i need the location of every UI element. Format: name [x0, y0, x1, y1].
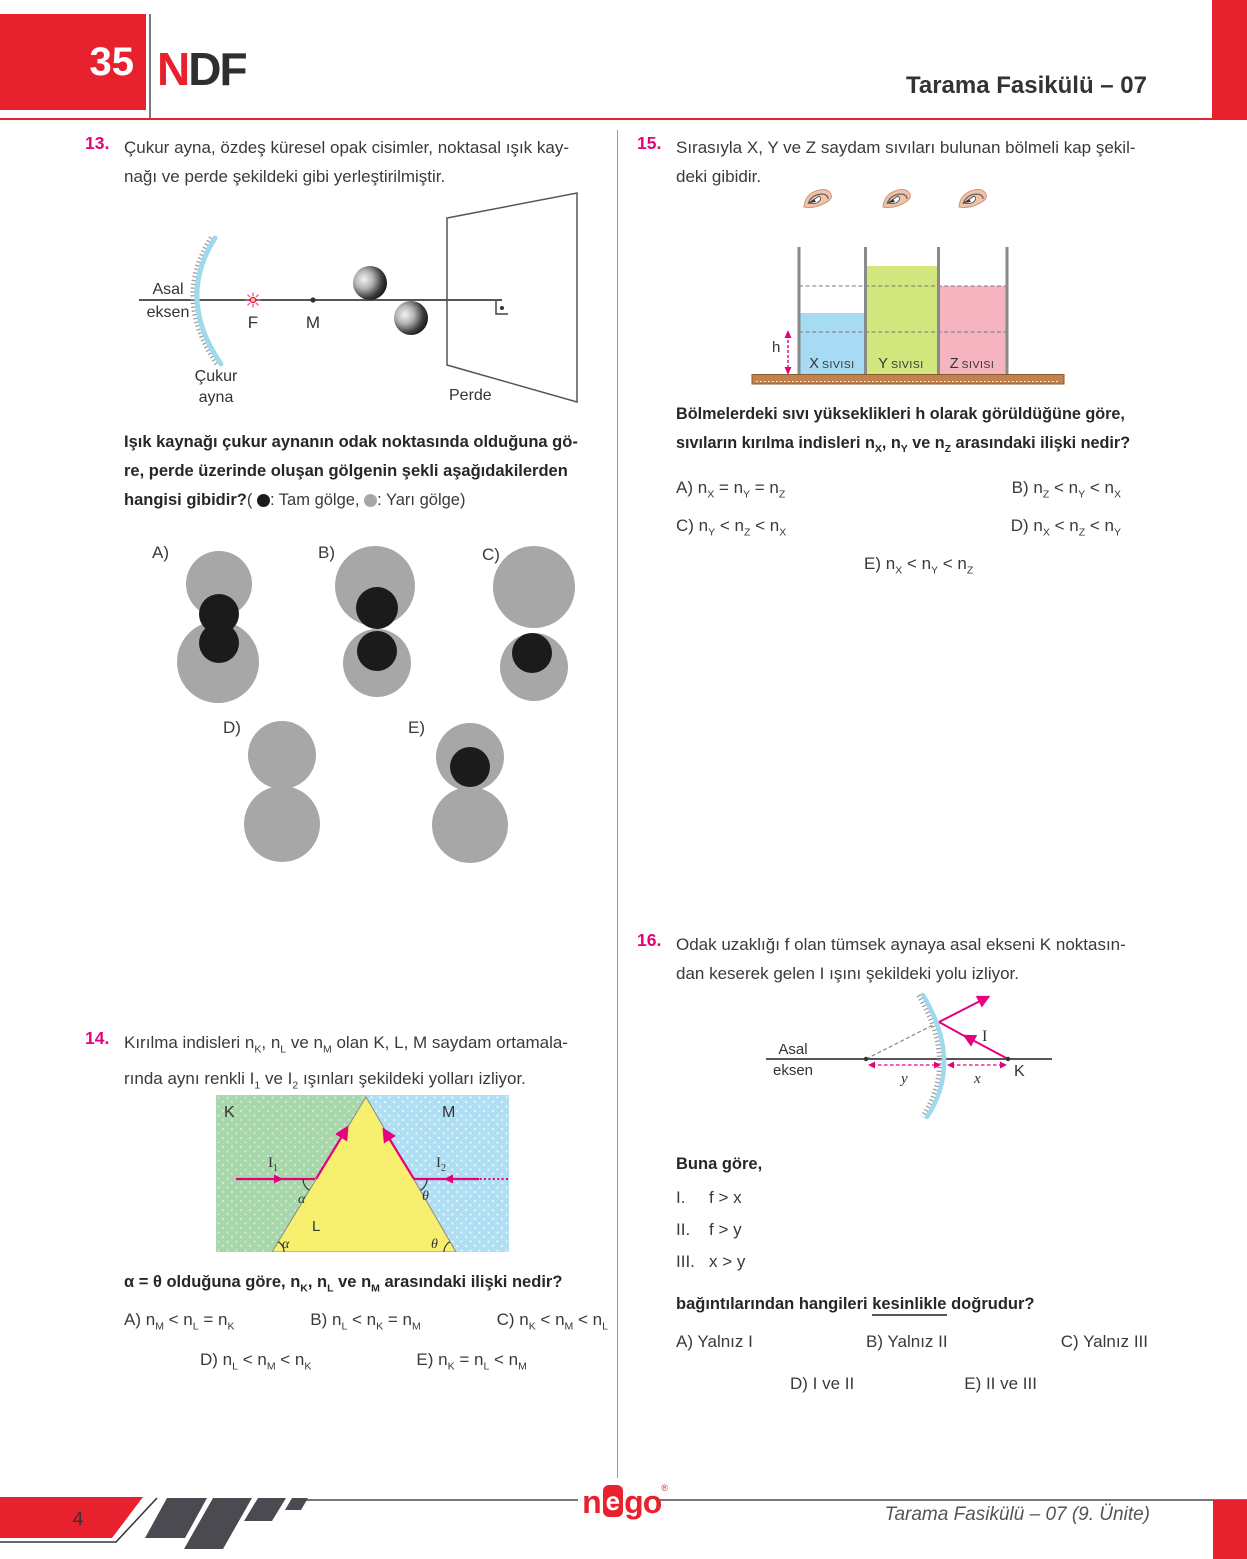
center-label: M: [305, 313, 321, 332]
q14-prism-diagram: [216, 1095, 509, 1252]
options-row-1: [676, 1332, 1148, 1352]
header-rule: [0, 118, 1247, 120]
arrowhead-right: [1000, 1062, 1007, 1069]
mirror-label-line1: Çukur: [194, 368, 238, 385]
prism-l-label: L: [312, 1218, 321, 1235]
option-e: E) $n_X < n_Y < n_Z$: [864, 554, 974, 577]
arrowhead-left: [947, 1062, 954, 1069]
option-label-d: D): [223, 718, 241, 737]
eye-icon: [883, 190, 910, 208]
height-label: h: [772, 339, 781, 356]
question-prompt: α = θ olduğuna göre, $n_K$, $n_L$ ve $n_M$ arasındaki ilişki nedir?: [124, 1273, 563, 1295]
distance-y-label: y: [901, 1071, 908, 1087]
header-red-bar: [1212, 0, 1247, 118]
penumbra-dot-icon: [364, 494, 377, 507]
option-label-a: A): [152, 543, 169, 562]
banner-stripe: [244, 1498, 286, 1521]
publisher-logo: [580, 1482, 670, 1542]
statement-2: II. f > y: [676, 1220, 742, 1239]
penumbra-circle: [432, 787, 508, 863]
eye-icon: [959, 190, 986, 208]
statement-1: I. f > x: [676, 1188, 742, 1207]
option-d: D) I ve II: [790, 1374, 855, 1393]
options-row-2: [790, 1374, 1037, 1394]
axis-label-line2: eksen: [772, 1062, 814, 1079]
virtual-ray-extension: [866, 1022, 939, 1059]
height-arrow-down: [785, 367, 792, 375]
options-row-1: [676, 478, 1121, 500]
height-arrow-up: [785, 330, 792, 338]
registered-mark: ®: [661, 1483, 668, 1493]
light-source-icon: [246, 293, 261, 308]
footer-rule-right: [657, 1499, 1247, 1501]
footer-red-bar: [1213, 1500, 1247, 1559]
alpha-label: α: [298, 1192, 306, 1207]
banner-stripe: [285, 1498, 308, 1510]
umbra-circle: [512, 633, 552, 673]
umbra-circle: [450, 747, 490, 787]
brand-logo: [157, 42, 246, 96]
q15-liquid-container-diagram: [750, 185, 1070, 392]
option-a: A) $n_M < n_L = n_K$: [124, 1310, 235, 1333]
question-14: [85, 1028, 615, 1393]
liquid-z-label: Z SIVISI: [949, 356, 995, 372]
ground: [752, 375, 1064, 385]
option-d: D) $n_L < n_M < n_K$: [200, 1350, 312, 1373]
medium-m-label: M: [442, 1104, 456, 1121]
penumbra-circle: [248, 721, 316, 789]
question-number: 15.: [637, 133, 662, 153]
legend-open: (: [246, 491, 257, 509]
umbra-circle: [199, 623, 239, 663]
opaque-sphere-upper: [353, 266, 387, 300]
brand-letters-df: DF: [188, 43, 246, 95]
header-title: Tarama Fasikülü – 07: [905, 72, 1147, 99]
screen-label: Perde: [449, 387, 492, 404]
question-number: 16.: [637, 930, 662, 950]
liquid-x-label: X SIVISI: [809, 356, 855, 372]
footer-rule-left: [300, 1499, 578, 1501]
point-k-label: K: [1014, 1063, 1025, 1080]
question-prompt: Bölmelerdeki sıvı yükseklikleri h olarak görüldüğüne göre, sıvıların kırılma indisleri $n_X$, $n_Y$ ve $n_Z$ arasındaki ilişki nedir?: [676, 405, 1131, 456]
alpha-corner-label: α: [282, 1237, 290, 1252]
option-label-c: C): [482, 545, 500, 564]
q13-concave-mirror-diagram: [75, 180, 615, 430]
legend-umbra: : Tam gölge,: [269, 491, 365, 509]
statement-3: III. x > y: [676, 1252, 746, 1271]
option-c: C) $n_K < n_M < n_L$: [496, 1310, 608, 1333]
legend-penumbra: : Yarı gölge): [377, 491, 466, 509]
point-k-dot: [1006, 1057, 1010, 1061]
column-divider: [617, 130, 618, 1478]
footer-title: Tarama Fasikülü – 07 (9. Ünite): [884, 1504, 1150, 1525]
ray-label: I: [982, 1028, 988, 1045]
question-text: Kırılma indisleri $n_K$, $n_L$ ve $n_M$ olan K, L, M saydam ortamala- rında aynı renkli $I_1$ ve $I_2$ ışınları şekildeki yolları izliyor.: [124, 1033, 568, 1092]
logo-letters-go: go: [624, 1484, 662, 1520]
opaque-sphere-lower: [394, 301, 428, 335]
theta-label: θ: [422, 1189, 429, 1204]
distance-x-label: x: [974, 1071, 981, 1087]
option-c: C) $n_Y < n_Z < n_X$: [676, 516, 787, 539]
options-row-2: [200, 1350, 527, 1372]
theta-corner-label: θ: [431, 1237, 438, 1252]
options-row-3: [864, 554, 973, 576]
arrowhead-left: [868, 1062, 875, 1069]
question-prompt: bağıntılarından hangileri kesinlikle doğrudur?: [676, 1290, 1034, 1319]
question-15: [637, 133, 1162, 603]
option-a: A) Yalnız I: [676, 1332, 753, 1351]
eye-icon: [804, 190, 831, 208]
option-d: D) $n_X < n_Z < n_Y$: [1010, 516, 1121, 539]
option-b: B) Yalnız II: [866, 1332, 948, 1351]
page-number-banner: [0, 1497, 143, 1538]
umbra-dot-icon: [257, 494, 270, 507]
lead-text: Buna göre,: [676, 1155, 763, 1173]
question-number: 13.: [85, 133, 110, 153]
question-13: [85, 133, 615, 1028]
center-point: [310, 297, 315, 302]
footer-page-banner: [0, 1489, 340, 1559]
logo-letter-n: n: [582, 1484, 602, 1520]
underlined-word: kesinlikle: [872, 1295, 946, 1316]
question-number: 14.: [85, 1028, 110, 1048]
penumbra-circle: [493, 546, 575, 628]
axis-label-line1: Asal: [152, 281, 184, 298]
brand-letter-n: N: [157, 43, 189, 95]
option-label-b: B): [318, 543, 335, 562]
mirror-label-line2: ayna: [198, 389, 234, 406]
liquid-y-label: Y SIVISI: [878, 356, 924, 372]
option-a: A) $n_X = n_Y = n_Z$: [676, 478, 786, 501]
option-label-e: E): [408, 718, 425, 737]
virtual-point-dot: [864, 1057, 868, 1061]
screen-shape: [447, 193, 577, 402]
question-16: [637, 930, 1162, 1420]
umbra-circle: [357, 631, 397, 671]
option-b: B) $n_L < n_K = n_M$: [310, 1310, 421, 1333]
incident-ray-tip: [939, 1022, 968, 1038]
option-e: E) $n_K = n_L < n_M$: [416, 1350, 527, 1373]
axis-label-line2: eksen: [146, 304, 190, 321]
option-c: C) Yalnız III: [1060, 1332, 1148, 1351]
logo-letter-e: e: [603, 1485, 623, 1517]
axis-label-line1: Asal: [778, 1041, 808, 1058]
focus-label: F: [247, 313, 259, 332]
unit-number: 35: [89, 39, 134, 84]
question-text: Odak uzaklığı f olan tümsek aynaya asal ekseni K noktasın- dan keserek gelen I ışını şekildeki yolu izliyor.: [676, 935, 1126, 983]
question-prompt: Işık kaynağı çukur aynanın odak noktasında olduğuna gö- re, perde üzerinde oluşan gölgenin şekli aşağıdakilerden hangisi gibidir?( : Tam gölge, : Yarı gölge): [124, 433, 578, 509]
medium-k-label: K: [224, 1104, 235, 1121]
q16-convex-mirror-diagram: [760, 985, 1060, 1135]
options-row-2: [676, 516, 1121, 538]
umbra-circle: [356, 587, 398, 629]
ray-i2-label: $I_2$: [436, 1155, 446, 1174]
header-divider-line: [149, 14, 151, 118]
option-b: B) $n_Z < n_Y < n_X$: [1011, 478, 1121, 501]
penumbra-circle: [244, 786, 320, 862]
question-text: Sırasıyla X, Y ve Z saydam sıvıları bulunan bölmeli kap şekil- deki gibidir.: [676, 138, 1136, 186]
axis-end-dot: [500, 306, 504, 310]
ray-i1-label: $I_1$: [268, 1155, 278, 1174]
unit-number-box: [0, 14, 146, 110]
option-e: E) II ve III: [964, 1374, 1037, 1393]
reflected-ray: [939, 997, 988, 1022]
options-row-1: [124, 1310, 608, 1332]
page-number: 4: [72, 1509, 84, 1530]
question-text: Çukur ayna, özdeş küresel opak cisimler, noktasal ışık kay- nağı ve perde şekildeki gibi yerleştirilmiştir.: [124, 138, 570, 186]
